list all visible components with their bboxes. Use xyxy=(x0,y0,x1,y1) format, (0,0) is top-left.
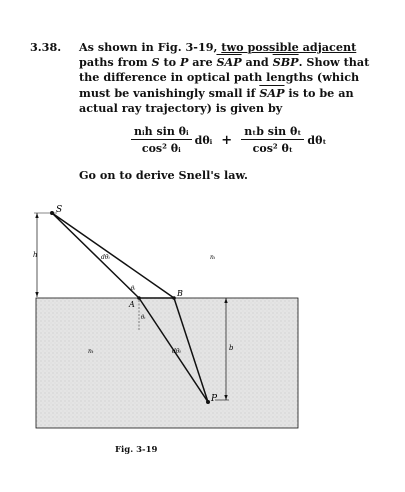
point-s xyxy=(50,211,54,215)
derive-instruction: Go on to derive Snell's law. xyxy=(79,168,248,182)
fraction-transmitted-denominator: cos² θₜ xyxy=(252,142,293,155)
fraction-transmitted-numerator: nₜb sin θₜ xyxy=(241,125,304,140)
figure-caption: Fig. 3-19 xyxy=(115,445,158,455)
a-label: A xyxy=(129,300,135,309)
plus-sign: + xyxy=(221,132,233,148)
fraction-incident-numerator: nᵢh sin θᵢ xyxy=(131,125,192,140)
incident-rays xyxy=(52,213,174,298)
nt-label: nₜ xyxy=(88,348,94,355)
point-p xyxy=(206,400,210,404)
h-arrow-up xyxy=(35,213,38,218)
point-b xyxy=(172,296,176,300)
ni-label: nᵢ xyxy=(210,254,216,261)
dtheta-t-label: dθₜ xyxy=(172,348,181,355)
h-label: h xyxy=(33,251,38,259)
theta-i-label: θᵢ xyxy=(131,286,136,292)
problem-text: As shown in Fig. 3-19, two possible adjacent paths from S to P are $\overline{SAP}$ and $\overline{SBP}$. Show that the difference in optical path lengths (which must be vanishingly small if $\overline{SAP}$ is to be an actual ray trajectory) is given by xyxy=(79,40,370,115)
theta-t-label: θₜ xyxy=(141,315,146,321)
problem-number: 3.38. xyxy=(30,40,62,54)
b-label: b xyxy=(229,344,234,352)
p-label: P xyxy=(211,394,218,404)
point-a xyxy=(137,296,141,300)
dtheta-i-label: dθᵢ xyxy=(101,254,110,261)
h-arrow-down xyxy=(35,292,38,297)
differential-incident: dθᵢ xyxy=(194,133,213,147)
b-point-label: B xyxy=(177,289,183,298)
s-label: S xyxy=(56,205,63,215)
lower-medium-region xyxy=(36,298,298,428)
differential-transmitted: dθₜ xyxy=(307,133,327,147)
fraction-incident-denominator: cos² θᵢ xyxy=(141,142,181,155)
